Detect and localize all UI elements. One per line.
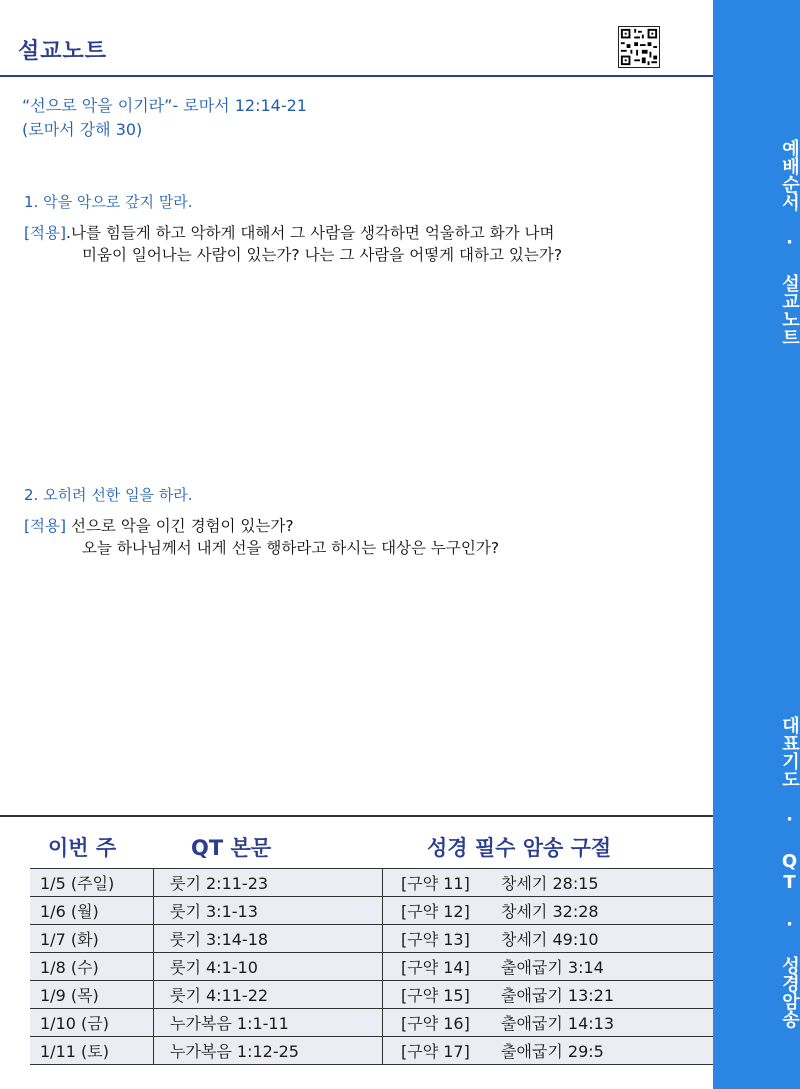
date-cell: 1/5 (주일) [30, 869, 154, 897]
table-row [30, 1037, 713, 1065]
apply-text: 오늘 하나님께서 내게 선을 행하라고 하시는 대상은 누구인가? [82, 539, 500, 557]
qr-code-icon [618, 26, 660, 68]
table-row [30, 869, 713, 897]
date-cell: 1/11 (토) [30, 1037, 154, 1065]
sidebar-tab-prayer-qt-memory[interactable]: 대표기도 · QT · 성경암송 [779, 716, 800, 1028]
section-sidebar [713, 0, 800, 1089]
verse-ref: 출애굽기 13:21 [501, 986, 615, 1005]
verse-cell [383, 953, 714, 981]
verse-ref: 창세기 49:10 [501, 930, 599, 949]
verse-tag: [구약 13] [401, 930, 470, 949]
verse-tag: [구약 15] [401, 986, 470, 1005]
apply-text: 선으로 악을 이긴 경험이 있는가? [66, 517, 294, 535]
qt-cell: 룻기 4:11-22 [154, 981, 383, 1009]
qt-cell: 룻기 3:1-13 [154, 897, 383, 925]
table-row [30, 953, 713, 981]
verse-cell [383, 869, 714, 897]
qt-cell: 룻기 2:11-23 [154, 869, 383, 897]
point-heading: 1. 악을 악으로 갚지 말라. [24, 193, 193, 211]
date-cell: 1/9 (목) [30, 981, 154, 1009]
verse-tag: [구약 11] [401, 874, 470, 893]
verse-cell [383, 1037, 714, 1065]
verse-tag: [구약 16] [401, 1014, 470, 1033]
weekly-schedule-table [30, 868, 713, 1065]
qt-cell: 룻기 4:1-10 [154, 953, 383, 981]
date-cell: 1/10 (금) [30, 1009, 154, 1037]
apply-tag: [적용] [24, 224, 67, 242]
application-block [24, 222, 704, 266]
verse-cell [383, 925, 714, 953]
table-row [30, 1009, 713, 1037]
verse-cell [383, 897, 714, 925]
table-row [30, 981, 713, 1009]
application-block [24, 515, 704, 559]
verse-tag: [구약 14] [401, 958, 470, 977]
verse-ref: 출애굽기 3:14 [501, 958, 604, 977]
page-title: 설교노트 [18, 39, 108, 64]
column-header-memory-verse: 성경 필수 암송 구절 [427, 836, 612, 860]
qt-cell: 누가복음 1:12-25 [154, 1037, 383, 1065]
apply-tag: [적용] [24, 517, 67, 535]
column-header-week: 이번 주 [48, 836, 117, 860]
verse-ref: 창세기 32:28 [501, 902, 599, 921]
header-divider [0, 75, 713, 77]
date-cell: 1/7 (화) [30, 925, 154, 953]
apply-text: .나를 힘들게 하고 악하게 대해서 그 사람을 생각하면 억울하고 화가 나며 [66, 224, 555, 242]
sidebar-tab-worship-sermon[interactable]: 예배순서 · 설교노트 [779, 138, 800, 346]
sermon-series-line: (로마서 강해 30) [22, 120, 143, 139]
sermon-title [22, 94, 307, 142]
verse-tag: [구약 17] [401, 1042, 470, 1061]
sermon-title-line: “선으로 악을 이기라”- 로마서 12:14-21 [22, 96, 307, 115]
qt-cell: 누가복음 1:1-11 [154, 1009, 383, 1037]
point-heading: 2. 오히려 선한 일을 하라. [24, 486, 193, 504]
table-row [30, 897, 713, 925]
apply-text: 미움이 일어나는 사람이 있는가? 나는 그 사람을 어떻게 대하고 있는가? [82, 246, 563, 264]
verse-cell [383, 1009, 714, 1037]
date-cell: 1/8 (수) [30, 953, 154, 981]
column-header-qt: QT 본문 [191, 836, 272, 860]
verse-tag: [구약 12] [401, 902, 470, 921]
verse-cell [383, 981, 714, 1009]
verse-ref: 창세기 28:15 [501, 874, 599, 893]
verse-ref: 출애굽기 14:13 [501, 1014, 615, 1033]
table-divider [0, 815, 713, 817]
table-row [30, 925, 713, 953]
verse-ref: 출애굽기 29:5 [501, 1042, 604, 1061]
qt-cell: 룻기 3:14-18 [154, 925, 383, 953]
date-cell: 1/6 (월) [30, 897, 154, 925]
